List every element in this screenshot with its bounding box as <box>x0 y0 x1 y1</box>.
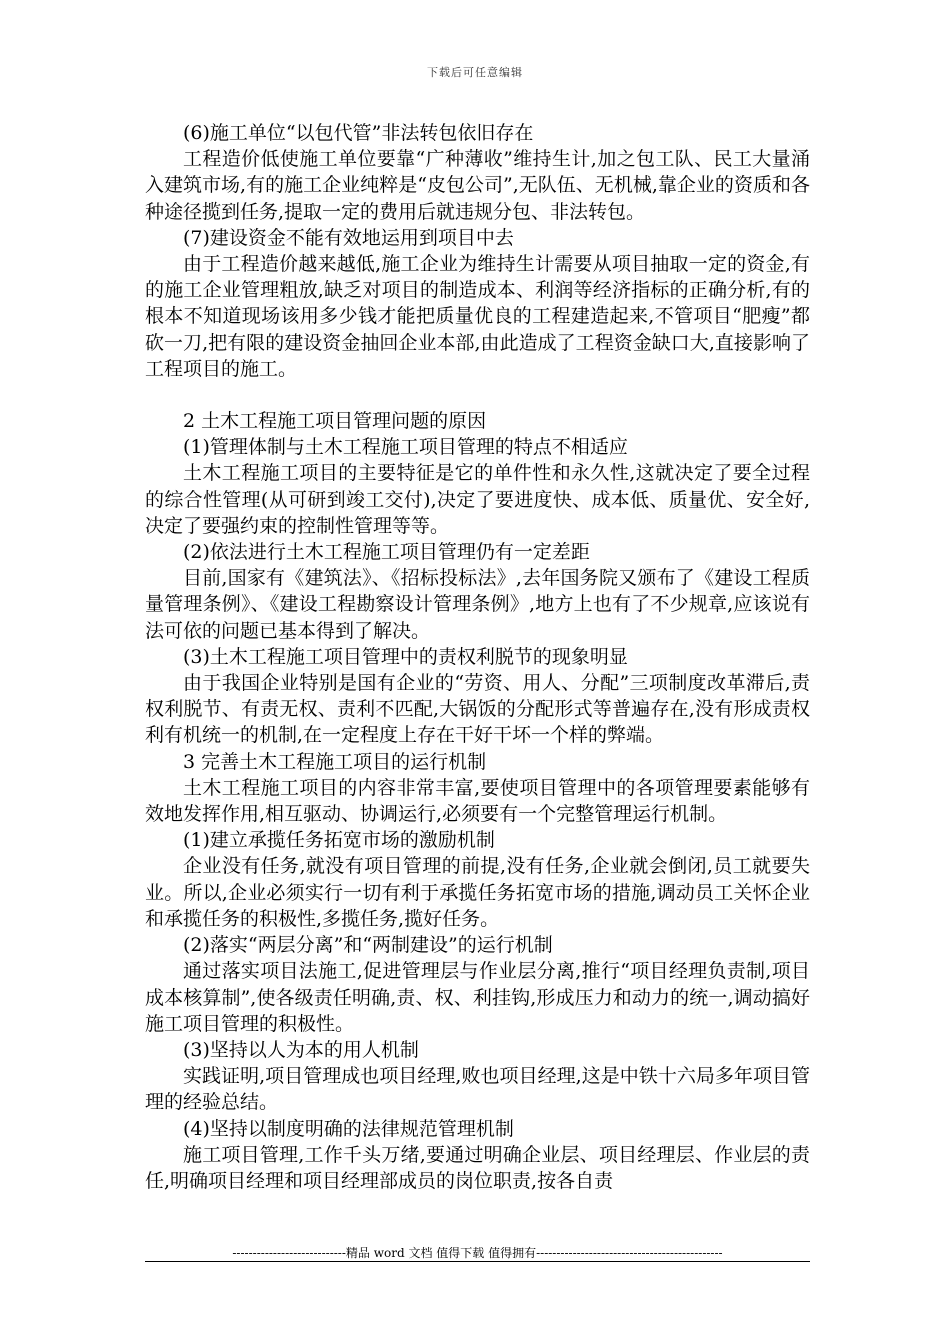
page-footer: ----------------------------精品 word 文档 值得下载 值得拥有---------------------------------------------- <box>232 1246 723 1260</box>
body-paragraph: 工程造价低使施工单位要靠“广种薄收”维持生计,加之包工队、民工大量涌入建筑市场,有的施工企业纯粹是“皮包公司”,无队伍、无机械,靠企业的资质和各种途径揽到任务,提取一定的费用后就违规分包、非法转包。 <box>145 148 810 223</box>
body-paragraph: 由于我国企业特别是国有企业的“劳资、用人、分配”三项制度改革滞后,责权利脱节、有责无权、责利不匹配,大锅饭的分配形式等普遍存在,没有形成责权利有机统一的机制,在一定程度上存在干好干坏一个样的弊端。 <box>145 672 810 747</box>
section-heading: (2)依法进行土木工程施工项目管理仍有一定差距 <box>183 541 590 564</box>
section-heading: (2)落实“两层分离”和“两制建设”的运行机制 <box>183 934 553 957</box>
body-paragraph: 通过落实项目法施工,促进管理层与作业层分离,推行“项目经理负责制,项目成本核算制”,使各级责任明确,责、权、利挂钩,形成压力和动力的统一,调动搞好施工项目管理的积极性。 <box>145 960 810 1035</box>
section-heading: (3)坚持以人为本的用人机制 <box>183 1038 419 1061</box>
section-heading: (1)建立承揽任务拓宽市场的激励机制 <box>183 829 495 852</box>
page-header: 下载后可任意编辑 <box>427 66 523 79</box>
section-heading: (3)土木工程施工项目管理中的责权利脱节的现象明显 <box>183 645 628 668</box>
body-paragraph: 土木工程施工项目的内容非常丰富,要使项目管理中的各项管理要素能够有效地发挥作用,相互驱动、协调运行,必须要有一个完整管理运行机制。 <box>145 776 810 826</box>
body-paragraph: 目前,国家有《建筑法》、《招标投标法》,去年国务院又颁布了《建设工程质量管理条例》、《建设工程勘察设计管理条例》,地方上也有了不少规章,应该说有法可依的问题已基本得到了解决。 <box>145 567 810 642</box>
body-paragraph: 企业没有任务,就没有项目管理的前提,没有任务,企业就会倒闭,员工就要失业。所以,企业必须实行一切有利于承揽任务拓宽市场的措施,调动员工关怀企业和承揽任务的积极性,多揽任务,揽好任务。 <box>145 855 810 930</box>
section-heading: (1)管理体制与土木工程施工项目管理的特点不相适应 <box>183 436 628 459</box>
body-paragraph: 施工项目管理,工作千头万绪,要通过明确企业层、项目经理层、作业层的责任,明确项目经理和项目经理部成员的岗位职责,按各自责 <box>145 1143 810 1192</box>
section-heading: (7)建设资金不能有效地运用到项目中去 <box>183 226 514 249</box>
chapter-heading: 3 完善土木工程施工项目的运行机制 <box>183 750 487 773</box>
blank-line <box>145 382 810 408</box>
section-heading: (6)施工单位“以包代管”非法转包依旧存在 <box>183 122 534 144</box>
body-paragraph: 土木工程施工项目的主要特征是它的单件性和永久性,这就决定了要全过程的综合性管理(从可研到竣工交付),决定了要进度快、成本低、质量优、安全好,决定了要强约束的控制性管理等等。 <box>145 462 810 537</box>
body-paragraph: 实践证明,项目管理成也项目经理,败也项目经理,这是中铁十六局多年项目管理的经验总结。 <box>145 1065 810 1114</box>
section-heading: (4)坚持以制度明确的法律规范管理机制 <box>183 1117 514 1140</box>
footer-divider <box>145 1261 810 1262</box>
chapter-heading: 2 土木工程施工项目管理问题的原因 <box>183 410 487 433</box>
document-body <box>145 120 810 1194</box>
body-paragraph: 由于工程造价越来越低,施工企业为维持生计需要从项目抽取一定的资金,有的施工企业管理粗放,缺乏对项目的制造成本、利润等经济指标的正确分析,有的根本不知道现场该用多少钱才能把质量优良的工程建造起来,不管项目“肥瘦”都砍一刀,把有限的建设资金抽回企业本部,由此造成了工程资金缺口大,直接影响了工程项目的施工。 <box>145 253 810 380</box>
